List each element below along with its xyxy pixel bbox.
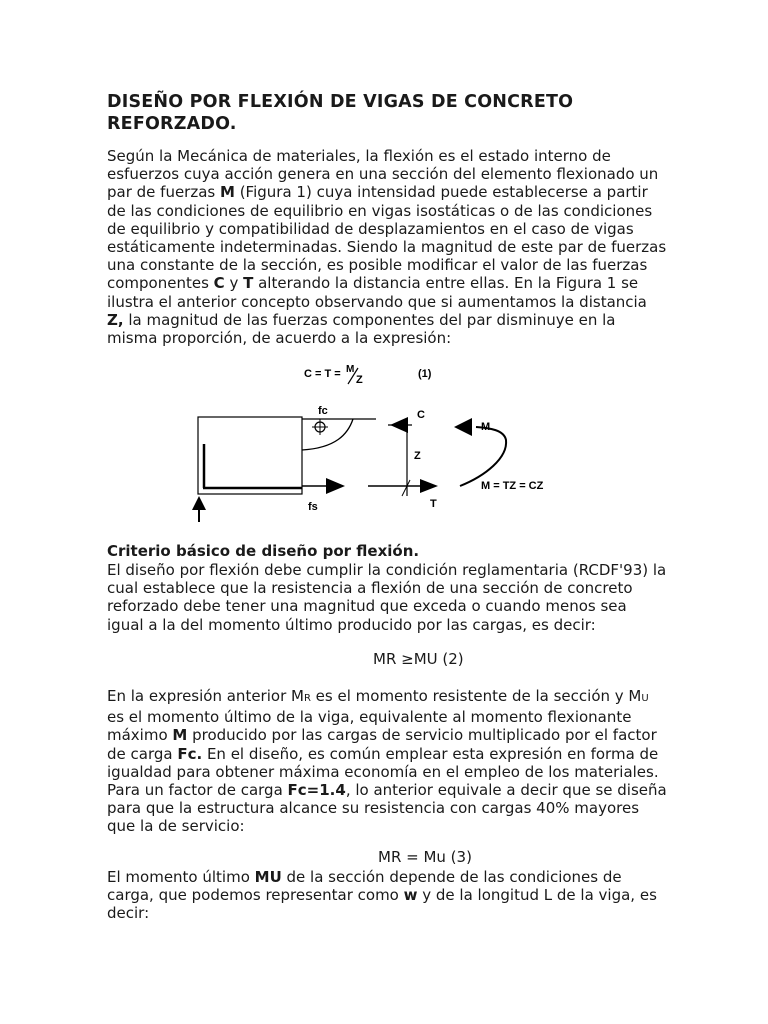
- label-t: T: [430, 498, 437, 510]
- bold-term-z: Z,: [107, 310, 124, 329]
- bold-term-fc-value: Fc=1.4: [287, 781, 346, 800]
- label-c: C: [417, 409, 425, 421]
- label-m-equation: M = TZ = CZ: [481, 480, 544, 492]
- bold-term-m: M: [220, 183, 235, 202]
- document-title: DISEÑO POR FLEXIÓN DE VIGAS DE CONCRETO REFORZADO.: [107, 92, 574, 134]
- formula-number: (1): [418, 368, 432, 380]
- text-run: En la expresión anterior M: [107, 687, 304, 705]
- compression-arrowhead: [390, 417, 408, 433]
- label-m: M: [481, 421, 491, 433]
- text-run: producido por las cargas de servicio multiplicado por el factor de carga: [107, 726, 657, 763]
- beam-section-rect: [198, 417, 302, 494]
- equation-2: MR ≥MU (2): [373, 650, 464, 668]
- bold-term-w: w: [403, 886, 418, 905]
- subscript-r: R: [303, 693, 311, 704]
- text-run: Según la Mecánica de materiales, la flexión es el estado interno de esfuerzos cuya acción genera en una sección del elemento flexionado un par de fuerzas: [107, 147, 659, 202]
- text-run: y de la longitud L de la viga, es decir:: [107, 886, 657, 923]
- label-fc: fc: [318, 405, 328, 417]
- bold-term-fc: Fc.: [177, 744, 203, 763]
- tension-arrowhead: [420, 479, 438, 493]
- text-run: es el momento resistente de la sección y M: [310, 687, 642, 705]
- bold-term-m: M: [172, 726, 188, 745]
- bold-term-c: C: [213, 274, 225, 293]
- text-run: , lo anterior equivale a decir que se diseña para que la estructura alcance su resistencia con cargas 40% mayores que la de servicio:: [107, 781, 667, 836]
- text-run: (Figura 1) cuya intensidad puede establecerse a partir de las condiciones de equilibrio en vigas isostáticas o de las condiciones de equilibrio y compatibilidad de desplazamientos en el caso de vigas estáticamente indeterminadas. Siendo la magnitud de este par de fuerzas una constante de la sección, es posible modificar el valor de las fuerzas componentes: [107, 183, 667, 293]
- text-run: El momento último: [107, 868, 255, 886]
- section-heading: Criterio básico de diseño por flexión.: [107, 542, 420, 560]
- moment-curve: [460, 427, 506, 486]
- criterion-paragraph: El diseño por flexión debe cumplir la condición reglamentaria (RCDF'93) la cual establece que la resistencia a flexión de una sección de concreto reforzado debe tener una magnitud que exceda o cuando menos sea igual a la del momento último producido por las cargas, es decir:: [107, 561, 667, 634]
- lever-arm-tick: [402, 480, 410, 496]
- formula-z: Z: [356, 374, 363, 386]
- support-arrowhead: [192, 496, 206, 510]
- text-run: y: [224, 274, 244, 293]
- label-z: Z: [414, 450, 421, 462]
- steel-force-arrowhead: [326, 478, 345, 494]
- stress-block-curve: [302, 419, 353, 450]
- text-run: de la sección depende de las condiciones de carga, que podemos representar como: [107, 868, 622, 905]
- equation-3: MR = Mu (3): [378, 848, 472, 866]
- figure-1-beam-diagram: [180, 358, 580, 528]
- bold-term-t: T: [243, 274, 254, 293]
- formula-m: M: [346, 364, 355, 375]
- text-run: alterando la distancia entre ellas. En la Figura 1 se ilustra el anterior concepto observando que si aumentamos la distancia: [107, 274, 647, 311]
- label-fs: fs: [308, 501, 318, 513]
- text-run: es el momento último de la viga, equivalente al momento flexionante máximo: [107, 708, 632, 745]
- moment-arrowhead: [454, 418, 472, 436]
- subscript-u: U: [641, 693, 649, 704]
- formula-lhs: C = T =: [304, 368, 341, 380]
- explanation-paragraph: [107, 687, 667, 836]
- ultimate-moment-paragraph: [107, 868, 667, 923]
- intro-paragraph: [107, 147, 667, 347]
- text-run: la magnitud de las fuerzas componentes del par disminuye en la misma proporción, de acuerdo a la expresión:: [107, 310, 616, 348]
- bold-term-mu: MU: [254, 868, 282, 886]
- text-run: En el diseño, es común emplear esta expresión en forma de igualdad para obtener máxima economía en el empleo de los materiales. Para un factor de carga: [107, 744, 659, 800]
